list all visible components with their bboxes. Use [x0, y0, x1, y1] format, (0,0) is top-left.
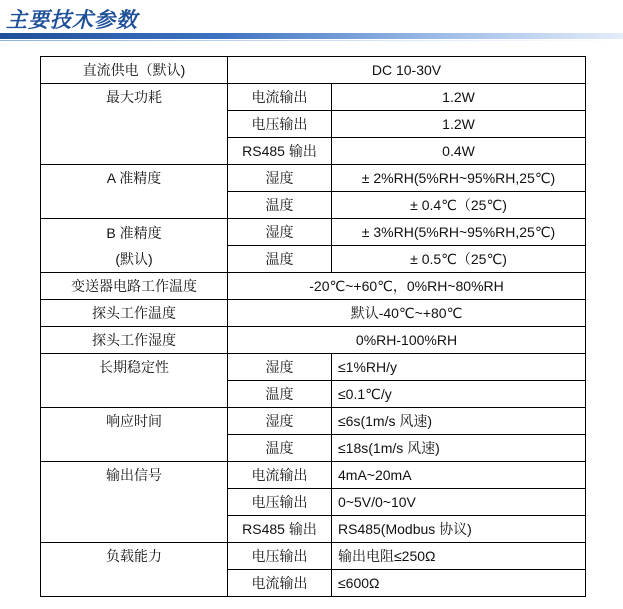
sub-label: 温度 — [228, 246, 332, 273]
value-probe-temp: 默认-40℃~+80℃ — [228, 300, 586, 327]
table-row — [41, 165, 586, 192]
param-load-capacity: 负载能力 — [41, 543, 228, 597]
param-circuit-temp: 变送器电路工作温度 — [41, 273, 228, 300]
sub-value: ≤0.1℃/y — [332, 381, 586, 408]
param-a-accuracy: A 准精度 — [41, 165, 228, 219]
sub-value: ± 3%RH(5%RH~95%RH,25℃) — [332, 219, 586, 246]
param-probe-humidity: 探头工作湿度 — [41, 327, 228, 354]
param-stability: 长期稳定性 — [41, 354, 228, 408]
table-row — [41, 543, 586, 570]
sub-label: 温度 — [228, 381, 332, 408]
value-power-supply: DC 10-30V — [228, 57, 586, 84]
table-row — [41, 408, 586, 435]
sub-label: RS485 输出 — [228, 516, 332, 543]
sub-value: 输出电阻≤250Ω — [332, 543, 586, 570]
sub-value: ≤600Ω — [332, 570, 586, 597]
sub-label: 湿度 — [228, 354, 332, 381]
table-row — [41, 273, 586, 300]
sub-value: ± 0.4℃（25℃) — [332, 192, 586, 219]
table-row — [41, 57, 586, 84]
spec-table — [40, 56, 586, 597]
section-header — [0, 0, 623, 44]
value-circuit-temp: -20℃~+60℃，0%RH~80%RH — [228, 273, 586, 300]
sub-value: 1.2W — [332, 84, 586, 111]
sub-value: RS485(Modbus 协议) — [332, 516, 586, 543]
table-row — [41, 84, 586, 111]
sub-label: RS485 输出 — [228, 138, 332, 165]
sub-label: 湿度 — [228, 165, 332, 192]
sub-label: 湿度 — [228, 219, 332, 246]
sub-value: ≤6s(1m/s 风速) — [332, 408, 586, 435]
param-response-time: 响应时间 — [41, 408, 228, 462]
title-underline — [0, 33, 623, 39]
param-b-accuracy-line2: (默认) — [115, 250, 153, 267]
param-b-accuracy-line1: B 准精度 — [106, 224, 162, 241]
sub-label: 电压输出 — [228, 489, 332, 516]
table-row — [41, 300, 586, 327]
sub-label: 电流输出 — [228, 84, 332, 111]
param-max-power: 最大功耗 — [41, 84, 228, 165]
sub-label: 电流输出 — [228, 462, 332, 489]
param-output-signal: 输出信号 — [41, 462, 228, 543]
sub-label: 电压输出 — [228, 543, 332, 570]
sub-value: 0~5V/0~10V — [332, 489, 586, 516]
table-row — [41, 219, 586, 246]
param-power-supply: 直流供电（默认) — [41, 57, 228, 84]
title-underline-thin — [0, 40, 623, 41]
sub-value: 1.2W — [332, 111, 586, 138]
param-probe-temp: 探头工作温度 — [41, 300, 228, 327]
sub-value: ± 0.5℃（25℃) — [332, 246, 586, 273]
sub-label: 温度 — [228, 192, 332, 219]
sub-value: 0.4W — [332, 138, 586, 165]
table-row — [41, 354, 586, 381]
table-row — [41, 462, 586, 489]
param-b-accuracy — [41, 219, 228, 273]
sub-value: ≤18s(1m/s 风速) — [332, 435, 586, 462]
sub-label: 电流输出 — [228, 570, 332, 597]
section-title: 主要技术参数 — [6, 8, 138, 32]
sub-label: 温度 — [228, 435, 332, 462]
sub-value: 4mA~20mA — [332, 462, 586, 489]
table-row — [41, 327, 586, 354]
sub-label: 电压输出 — [228, 111, 332, 138]
sub-value: ± 2%RH(5%RH~95%RH,25℃) — [332, 165, 586, 192]
value-probe-humidity: 0%RH-100%RH — [228, 327, 586, 354]
sub-value: ≤1%RH/y — [332, 354, 586, 381]
sub-label: 湿度 — [228, 408, 332, 435]
